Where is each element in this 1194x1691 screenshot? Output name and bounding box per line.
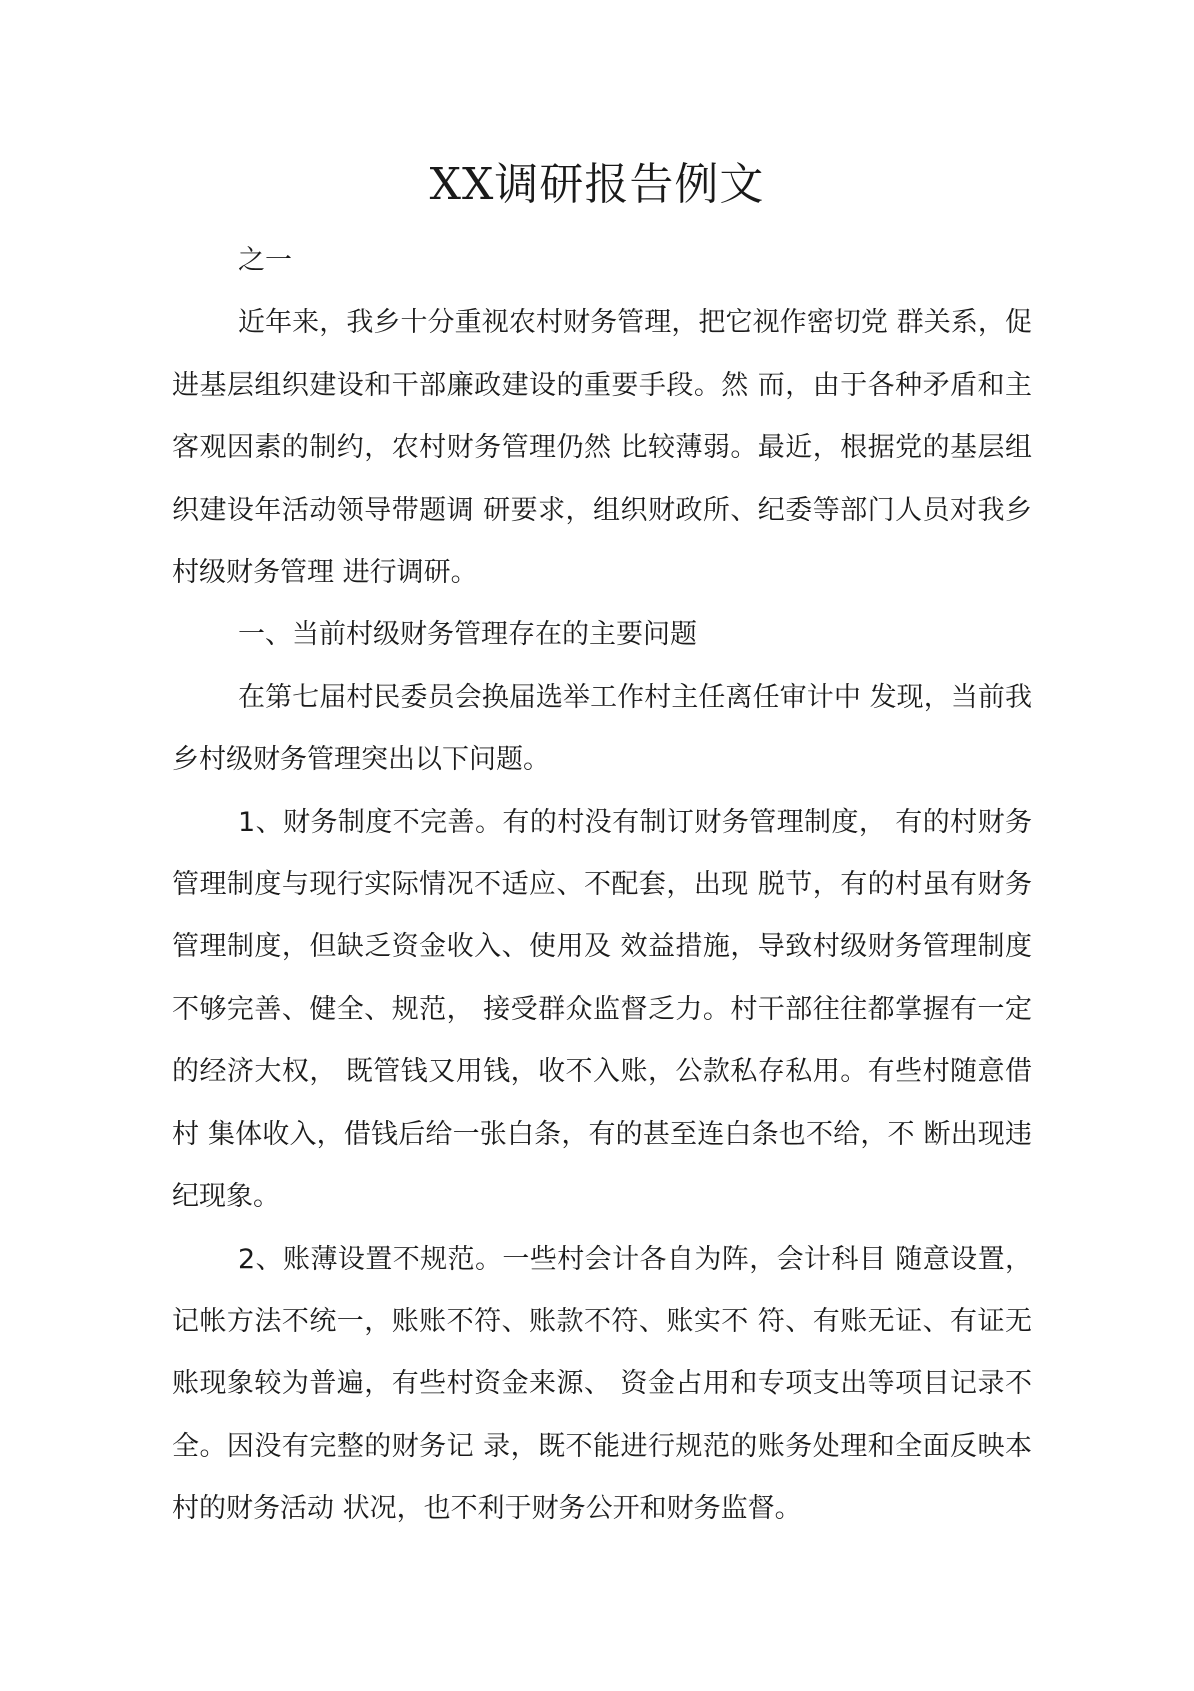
paragraph-intro-label: 之一 xyxy=(238,245,292,276)
section-heading-problems: 一、当前村级财务管理存在的主要问题 xyxy=(238,619,697,651)
paragraph-problem-1: 1、财务制度不完善。有的村没有制订财务管理制度， 有的村财务管理制度与现行实际情况不适应、不配套，出现 脱节，有的村虽有财务管理制度，但缺乏资金收入、使用及 效益措施，导致村级财务管理制度不够完善、健全、规范， 接受群众监督乏力。村干部往往都掌握有一定的经济大权， 既管钱又用钱，收不入账，公款私存私用。有些村随意借村 集体收入，借钱后给一张白条，有的甚至连白条也不给，不 断出现违纪现象。 xyxy=(172,806,1032,1213)
document-title: XX调研报告例文 xyxy=(429,159,765,210)
paragraph-problem-2: 2、账薄设置不规范。一些村会计各自为阵，会计科目 随意设置，记帐方法不统一，账账不符、账款不符、账实不 符、有账无证、有证无账现象较为普遍，有些村资金来源、 资金占用和专项支出等项目记录不全。因没有完整的财务记 录，既不能进行规范的账务处理和全面反映本村的财务活动 状况，也不利于财务公开和财务监督。 xyxy=(172,1243,1032,1525)
paragraph-background: 近年来，我乡十分重视农村财务管理，把它视作密切党 群关系，促进基层组织建设和干部廉政建设的重要手段。然 而，由于各种矛盾和主客观因素的制约，农村财务管理仍然 比较薄弱。最近，根据党的基层组织建设年活动领导带题调 研要求，组织财政所、纪委等部门人员对我乡村级财务管理 进行调研。 xyxy=(172,307,1032,589)
document-body xyxy=(172,230,1032,1541)
paragraph-audit-findings: 在第七届村民委员会换届选举工作村主任离任审计中 发现，当前我乡村级财务管理突出以下问题。 xyxy=(172,681,1032,776)
